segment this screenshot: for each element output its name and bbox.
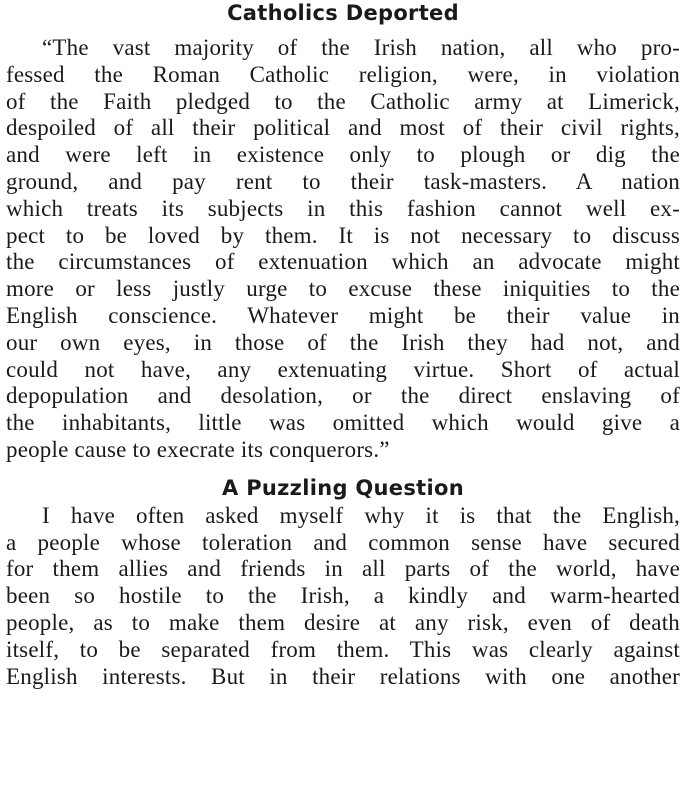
- text-line: despoiled of all their political and most of their civil rights,: [6, 115, 680, 141]
- text-line: ground, and pay rent to their task-masters. A nation: [6, 168, 680, 194]
- text-line: fessed the Roman Catholic religion, were, in violation: [6, 61, 680, 87]
- text-line: English conscience. Whatever might be their value in: [6, 302, 680, 328]
- text-line: I have often asked myself why it is that the English,: [42, 502, 680, 528]
- text-line: and were left in existence only to plough or dig the: [6, 142, 680, 168]
- section-heading-catholics-deported: Catholics Deported: [227, 1, 459, 25]
- text-line: English interests. But in their relations with one another: [6, 663, 680, 689]
- text-line: depopulation and desolation, or the direct enslaving of: [6, 383, 680, 409]
- text-line: more or less justly urge to excuse these iniquities to the: [6, 276, 680, 302]
- text-line: the inhabitants, little was omitted which would give a: [6, 410, 680, 436]
- text-line: the circumstances of extenuation which an advocate might: [6, 249, 680, 275]
- text-line: our own eyes, in those of the Irish they had not, and: [6, 329, 680, 355]
- text-line: pect to be loved by them. It is not necessary to discuss: [6, 222, 680, 248]
- text-line: which treats its subjects in this fashion cannot well ex-: [6, 195, 680, 221]
- text-line: a people whose toleration and common sense have secured: [6, 529, 680, 555]
- section-heading-a-puzzling-question: A Puzzling Question: [222, 475, 464, 500]
- text-line: could not have, any extenuating virtue. Short of actual: [6, 356, 680, 382]
- text-line: been so hostile to the Irish, a kindly and warm-hearted: [6, 583, 680, 609]
- text-line: people, as to make them desire at any risk, even of death: [6, 609, 680, 635]
- text-line: itself, to be separated from them. This was clearly against: [6, 636, 680, 662]
- text-line: for them allies and friends in all parts of the world, have: [6, 556, 680, 582]
- body-paragraph: [6, 503, 680, 691]
- text-line: “The vast majority of the Irish nation, all who pro-: [42, 35, 680, 60]
- text-line: people cause to execrate its conquerors.”: [6, 436, 390, 462]
- quotation-paragraph: [6, 35, 680, 464]
- text-line: of the Faith pledged to the Catholic army at Limerick,: [6, 88, 680, 114]
